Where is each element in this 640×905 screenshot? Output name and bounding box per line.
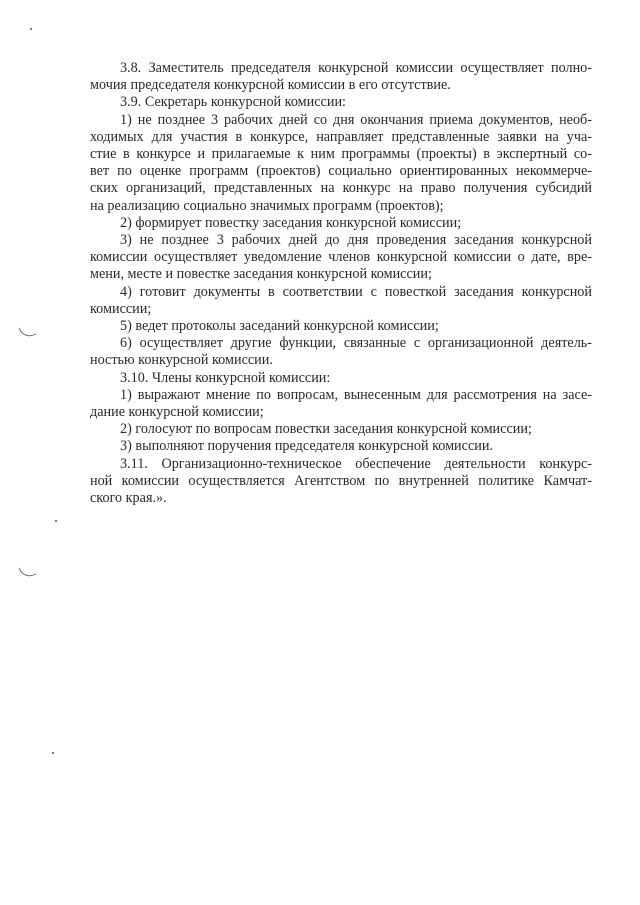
text-line: ной комиссии осуществляется Агентством по внутренней политике Камчат- (90, 472, 592, 489)
text-line: комиссии; (90, 300, 152, 317)
text-line: 6) осуществляет другие функции, связанные с организационной деятель- (120, 335, 592, 352)
scan-speck (30, 28, 32, 30)
text-line: 2) голосуют по вопросам повестки заседания конкурсной комиссии; (120, 421, 532, 438)
text-line: 2) формирует повестку заседания конкурсной комиссии; (120, 214, 462, 231)
text-line: 3.10. Члены конкурсной комиссии: (120, 369, 331, 386)
text-line: 4) готовит документы в соответствии с повесткой заседания конкурсной (120, 283, 592, 300)
text-line: дание конкурсной комиссии; (90, 404, 264, 421)
binder-hole-mark-bottom (19, 564, 36, 579)
scan-speck (55, 520, 57, 522)
text-line: ностью конкурсной комиссии. (90, 352, 273, 369)
text-line: мочия председателя конкурсной комиссии в его отсутствие. (90, 77, 451, 94)
text-line: ходимых для участия в конкурсе, направляет представленные заявки на уча- (90, 128, 592, 145)
text-line: 1) выражают мнение по вопросам, вынесенным для рассмотрения на засе- (120, 386, 592, 403)
text-line: на реализацию социально значимых программ (проектов); (90, 197, 444, 214)
text-line: ских организаций, представленных на конкурс на право получения субсидий (90, 180, 592, 197)
text-line: 5) ведет протоколы заседаний конкурсной комиссии; (120, 318, 439, 335)
document-body (90, 60, 592, 507)
text-line: вет по оценке программ (проектов) социально ориентированных некоммерче- (90, 163, 592, 180)
text-line: 3.8. Заместитель председателя конкурсной комиссии осуществляет полно- (120, 60, 592, 76)
text-line: 3) не позднее 3 рабочих дней до дня проведения заседания конкурсной (120, 232, 592, 249)
scan-speck (52, 752, 54, 754)
text-line: 3.9. Секретарь конкурсной комиссии: (120, 94, 346, 111)
binder-hole-mark-top (19, 324, 36, 339)
text-line: стие в конкурсе и прилагаемые к ним программы (проекты) в экспертный со- (90, 146, 592, 163)
text-line: ского края.». (90, 490, 167, 507)
text-line: 1) не позднее 3 рабочих дней со дня окончания приема документов, необ- (120, 111, 592, 128)
text-line: 3.11. Организационно-техническое обеспечение деятельности конкурс- (120, 455, 592, 472)
text-line: 3) выполняют поручения председателя конкурсной комиссии. (120, 438, 493, 455)
text-line: мени, месте и повестке заседания конкурсной комиссии; (90, 266, 432, 283)
text-line: комиссии осуществляет уведомление членов конкурсной комиссии о дате, вре- (90, 249, 592, 266)
